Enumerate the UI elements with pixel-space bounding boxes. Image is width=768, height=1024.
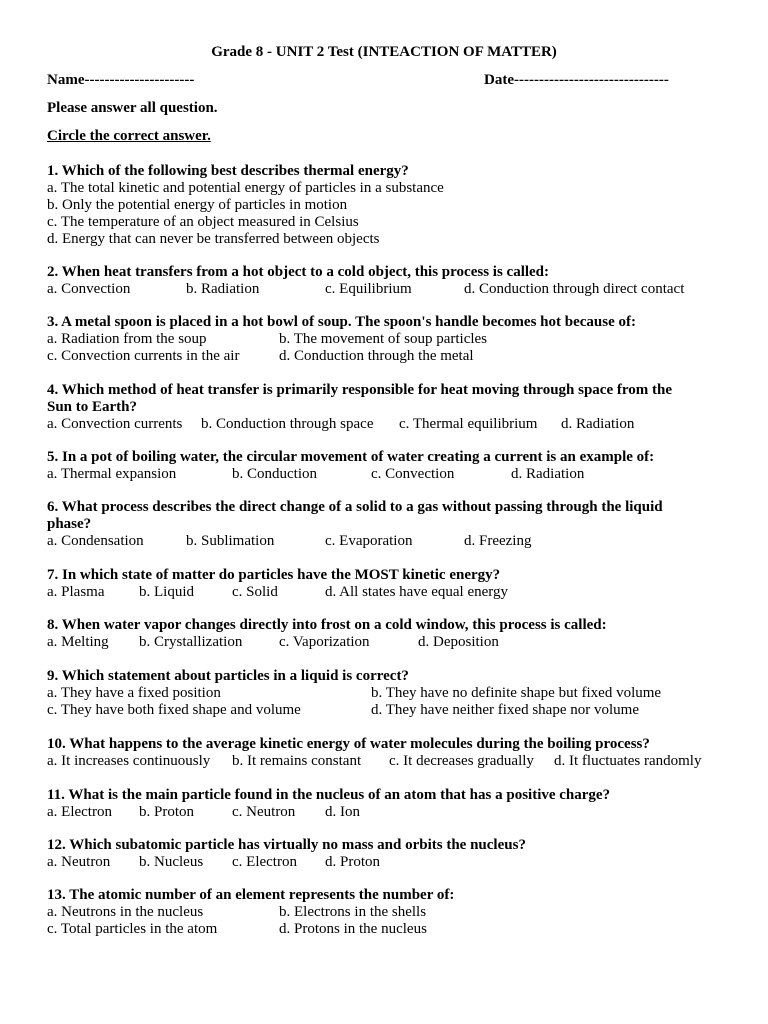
question-7 bbox=[47, 567, 727, 601]
question-1 bbox=[47, 163, 727, 248]
question-stem: 8. When water vapor changes directly into frost on a cold window, this process is called: bbox=[47, 617, 607, 633]
page-title: Grade 8 - UNIT 2 Test (INTEACTION OF MATTER) bbox=[211, 44, 557, 60]
option-b: b. Conduction bbox=[232, 466, 317, 482]
option-c: c. Thermal equilibrium bbox=[399, 416, 538, 432]
question-5 bbox=[47, 449, 727, 483]
option-a: a. Thermal expansion bbox=[47, 466, 177, 482]
option-c: c. Total particles in the atom bbox=[47, 921, 218, 937]
question-stem-line-2: Sun to Earth? bbox=[47, 399, 138, 415]
option-b: b. Liquid bbox=[139, 584, 194, 600]
option-d: d. Protons in the nucleus bbox=[279, 921, 427, 937]
option-c: c. Convection bbox=[371, 466, 455, 482]
question-stem-line-1: 4. Which method of heat transfer is primarily responsible for heat moving through space from the bbox=[47, 382, 672, 398]
option-b: b. Crystallization bbox=[139, 634, 243, 650]
question-3 bbox=[47, 314, 727, 365]
question-11 bbox=[47, 787, 727, 821]
question-stem: 13. The atomic number of an element represents the number of: bbox=[47, 887, 455, 903]
question-10 bbox=[47, 736, 727, 770]
option-d: d. Deposition bbox=[418, 634, 499, 650]
question-stem: 10. What happens to the average kinetic energy of water molecules during the boiling process? bbox=[47, 736, 650, 752]
option-a: a. It increases continuously bbox=[47, 753, 211, 769]
option-c: c. Neutron bbox=[232, 804, 296, 820]
question-stem: 12. Which subatomic particle has virtually no mass and orbits the nucleus? bbox=[47, 837, 526, 853]
option-c: c. Equilibrium bbox=[325, 281, 412, 297]
option-d: d. Conduction through the metal bbox=[279, 348, 474, 364]
option-b: b. Nucleus bbox=[139, 854, 204, 870]
option-a: a. Electron bbox=[47, 804, 112, 820]
option-c: c. They have both fixed shape and volume bbox=[47, 702, 301, 718]
option-d: d. It fluctuates randomly bbox=[554, 753, 702, 769]
option-a: a. They have a fixed position bbox=[47, 685, 221, 701]
option-d: d. Radiation bbox=[561, 416, 635, 432]
question-9 bbox=[47, 668, 727, 719]
option-b: b. It remains constant bbox=[232, 753, 362, 769]
question-stem: 11. What is the main particle found in the nucleus of an atom that has a positive charge? bbox=[47, 787, 611, 803]
option-a: a. Convection currents bbox=[47, 416, 183, 432]
option-c: c. Vaporization bbox=[279, 634, 370, 650]
question-2 bbox=[47, 264, 727, 298]
option-c: c. Evaporation bbox=[325, 533, 413, 549]
date-field: Date------------------------------- bbox=[484, 72, 669, 88]
option-b: b. Radiation bbox=[186, 281, 260, 297]
option-a: a. Melting bbox=[47, 634, 109, 650]
option-a: a. Condensation bbox=[47, 533, 144, 549]
question-stem: 5. In a pot of boiling water, the circular movement of water creating a current is an example of: bbox=[47, 449, 655, 465]
option-c: c. Convection currents in the air bbox=[47, 348, 240, 364]
option-d: d. Ion bbox=[325, 804, 360, 820]
question-8 bbox=[47, 617, 727, 651]
option-d: d. All states have equal energy bbox=[325, 584, 509, 600]
option-c: c. Electron bbox=[232, 854, 297, 870]
question-stem: 3. A metal spoon is placed in a hot bowl of soup. The spoon's handle becomes hot because of: bbox=[47, 314, 636, 330]
option-d: d. Conduction through direct contact bbox=[464, 281, 685, 297]
option-d: d. They have neither fixed shape nor volume bbox=[371, 702, 639, 718]
question-6 bbox=[47, 499, 727, 550]
option-b: b. Sublimation bbox=[186, 533, 275, 549]
option-a: a. Plasma bbox=[47, 584, 105, 600]
option-c: c. Solid bbox=[232, 584, 278, 600]
question-4 bbox=[47, 382, 727, 433]
option-b: b. They have no definite shape but fixed volume bbox=[371, 685, 662, 701]
question-stem-line-2: phase? bbox=[47, 516, 92, 532]
question-stem: 2. When heat transfers from a hot object to a cold object, this process is called: bbox=[47, 264, 550, 280]
option-a: a. Neutron bbox=[47, 854, 111, 870]
option-c: c. The temperature of an object measured in Celsius bbox=[47, 214, 359, 230]
option-a: a. Radiation from the soup bbox=[47, 331, 207, 347]
question-12 bbox=[47, 837, 727, 871]
question-stem: 1. Which of the following best describes thermal energy? bbox=[47, 163, 409, 179]
question-13 bbox=[47, 887, 727, 938]
option-b: b. Conduction through space bbox=[201, 416, 374, 432]
option-b: b. Proton bbox=[139, 804, 195, 820]
option-d: d. Radiation bbox=[511, 466, 585, 482]
option-d: d. Proton bbox=[325, 854, 381, 870]
question-stem: 9. Which statement about particles in a liquid is correct? bbox=[47, 668, 409, 684]
question-stem-line-1: 6. What process describes the direct change of a solid to a gas without passing through the liquid bbox=[47, 499, 663, 515]
option-b: b. Only the potential energy of particles in motion bbox=[47, 197, 348, 213]
option-a: a. The total kinetic and potential energy of particles in a substance bbox=[47, 180, 444, 196]
directive-text: Circle the correct answer. bbox=[47, 128, 211, 144]
option-a: a. Neutrons in the nucleus bbox=[47, 904, 204, 920]
option-b: b. The movement of soup particles bbox=[279, 331, 488, 347]
option-b: b. Electrons in the shells bbox=[279, 904, 427, 920]
option-d: d. Energy that can never be transferred between objects bbox=[47, 231, 380, 247]
instruction-text: Please answer all question. bbox=[47, 100, 218, 116]
option-d: d. Freezing bbox=[464, 533, 532, 549]
name-field: Name---------------------- bbox=[47, 72, 195, 88]
option-c: c. It decreases gradually bbox=[389, 753, 534, 769]
option-a: a. Convection bbox=[47, 281, 131, 297]
question-stem: 7. In which state of matter do particles have the MOST kinetic energy? bbox=[47, 567, 501, 583]
